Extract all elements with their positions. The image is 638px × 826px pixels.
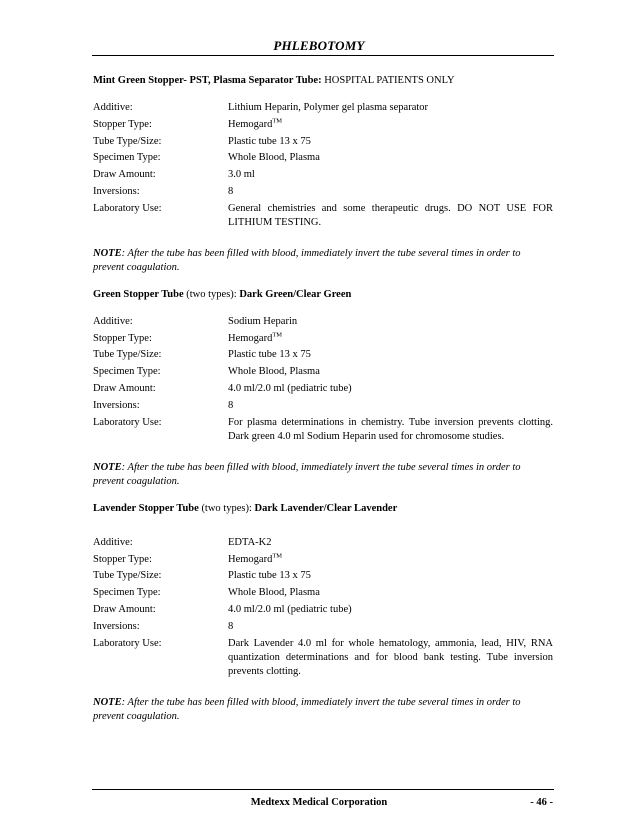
note-label: NOTE xyxy=(93,696,122,708)
property-row xyxy=(93,536,553,550)
property-label: Draw Amount: xyxy=(93,169,156,181)
property-row xyxy=(93,348,553,362)
trademark-superscript: TM xyxy=(272,552,283,560)
section-heading-bold: Lavender Stopper Tube xyxy=(93,502,199,514)
property-value: Sodium Heparin xyxy=(228,315,298,327)
property-value: 4.0 ml/2.0 ml (pediatric tube) xyxy=(228,383,352,395)
trademark-superscript: TM xyxy=(272,331,283,339)
property-value xyxy=(228,332,553,346)
property-value: Plastic tube 13 x 75 xyxy=(228,349,311,361)
property-list xyxy=(93,315,553,444)
property-value: General chemistries and some therapeutic drugs. DO NOT USE FOR LITHIUM TESTING. xyxy=(228,202,553,229)
footer-company: Medtexx Medical Corporation xyxy=(250,797,388,808)
property-label: Additive: xyxy=(93,102,133,113)
property-row xyxy=(93,637,553,680)
property-label: Stopper Type: xyxy=(93,118,152,130)
property-value: Whole Blood, Plasma xyxy=(228,587,320,599)
property-value: 8 xyxy=(228,399,234,411)
property-row xyxy=(93,382,553,396)
property-label: Tube Type/Size: xyxy=(93,570,162,582)
property-value: Dark Lavender 4.0 ml for whole hematology, ammonia, lead, HIV, RNA quantization determinations and for blood bank testing. Tube inversion prevents clotting. xyxy=(228,637,553,678)
section-heading-tail: Dark Green/Clear Green xyxy=(239,288,352,300)
property-value: 4.0 ml/2.0 ml (pediatric tube) xyxy=(228,603,352,615)
property-label: Additive: xyxy=(93,315,133,327)
property-label: Draw Amount: xyxy=(93,383,156,395)
section-heading-text: HOSPITAL PATIENTS ONLY xyxy=(321,75,455,86)
section-heading-text: (two types): xyxy=(198,502,255,514)
property-list xyxy=(93,101,553,230)
property-row xyxy=(93,603,553,617)
section-mint-green xyxy=(93,74,553,275)
note-text: : After the tube has been filled with blood, immediately invert the tube several times in order to prevent coagulation. xyxy=(93,696,521,722)
property-label: Inversions: xyxy=(93,185,140,197)
property-label: Stopper Type: xyxy=(93,332,152,344)
property-label: Laboratory Use: xyxy=(93,637,162,649)
property-value: Plastic tube 13 x 75 xyxy=(228,135,311,147)
property-label: Laboratory Use: xyxy=(93,416,162,428)
note-paragraph xyxy=(93,247,553,275)
property-row xyxy=(93,365,553,379)
section-heading-tail: Dark Lavender/Clear Lavender xyxy=(254,502,398,514)
property-row xyxy=(93,586,553,600)
header-divider xyxy=(92,55,554,56)
property-label: Tube Type/Size: xyxy=(93,135,162,147)
note-label: NOTE xyxy=(93,461,122,473)
section-heading xyxy=(93,74,553,88)
property-row xyxy=(93,620,553,634)
page-header-title: PHLEBOTOMY xyxy=(273,38,365,53)
property-row xyxy=(93,553,553,567)
footer-divider xyxy=(92,789,554,790)
page-content xyxy=(93,74,553,724)
trademark-superscript: TM xyxy=(272,117,283,125)
property-row xyxy=(93,118,553,132)
property-row xyxy=(93,332,553,346)
section-heading-text: (two types): xyxy=(183,288,240,300)
property-label: Laboratory Use: xyxy=(93,202,162,214)
property-value: 3.0 ml xyxy=(228,169,255,181)
section-heading xyxy=(93,502,553,516)
property-row xyxy=(93,202,553,231)
property-value: 8 xyxy=(228,185,234,197)
property-value-text: Hemogard xyxy=(228,332,273,344)
property-row xyxy=(93,416,553,445)
property-value: Whole Blood, Plasma xyxy=(228,152,320,164)
property-label: Specimen Type: xyxy=(93,587,161,599)
note-paragraph xyxy=(93,461,553,489)
property-label: Tube Type/Size: xyxy=(93,349,162,361)
section-lavender xyxy=(93,502,553,724)
property-row xyxy=(93,101,553,115)
property-row xyxy=(93,135,553,149)
property-value: Whole Blood, Plasma xyxy=(228,366,320,378)
property-label: Specimen Type: xyxy=(93,152,161,164)
note-text: : After the tube has been filled with blood, immediately invert the tube several times in order to prevent coagulation. xyxy=(93,461,521,487)
note-paragraph xyxy=(93,696,553,724)
property-row xyxy=(93,569,553,583)
note-label: NOTE xyxy=(93,247,122,259)
property-row xyxy=(93,151,553,165)
property-value xyxy=(228,553,553,567)
property-row xyxy=(93,168,553,182)
property-value: 8 xyxy=(228,620,234,632)
property-label: Specimen Type: xyxy=(93,366,161,378)
property-row xyxy=(93,315,553,329)
property-label: Additive: xyxy=(93,536,133,548)
property-value: For plasma determinations in chemistry. Tube inversion prevents clotting. Dark green 4.0 ml Sodium Heparin used for chromosome studies. xyxy=(228,416,553,442)
section-heading-bold: Green Stopper Tube xyxy=(93,288,184,300)
section-heading xyxy=(93,288,553,302)
property-row xyxy=(93,399,553,413)
property-row xyxy=(93,185,553,199)
property-label: Inversions: xyxy=(93,399,140,411)
property-label: Draw Amount: xyxy=(93,603,156,615)
property-list xyxy=(93,536,553,680)
note-text: : After the tube has been filled with blood, immediately invert the tube several times in order to prevent coagulation. xyxy=(93,247,521,273)
property-value: Lithium Heparin, Polymer gel plasma separator xyxy=(228,102,429,113)
property-label: Inversions: xyxy=(93,620,140,632)
property-value: EDTA-K2 xyxy=(228,536,272,548)
section-green xyxy=(93,288,553,489)
property-value xyxy=(228,118,553,132)
page-number: - 46 - xyxy=(530,797,553,808)
property-value-text: Hemogard xyxy=(228,118,273,130)
property-label: Stopper Type: xyxy=(93,553,152,565)
section-heading-bold: Mint Green Stopper- PST, Plasma Separator Tube: xyxy=(93,75,322,86)
property-value: Plastic tube 13 x 75 xyxy=(228,570,311,582)
property-value-text: Hemogard xyxy=(228,553,273,565)
